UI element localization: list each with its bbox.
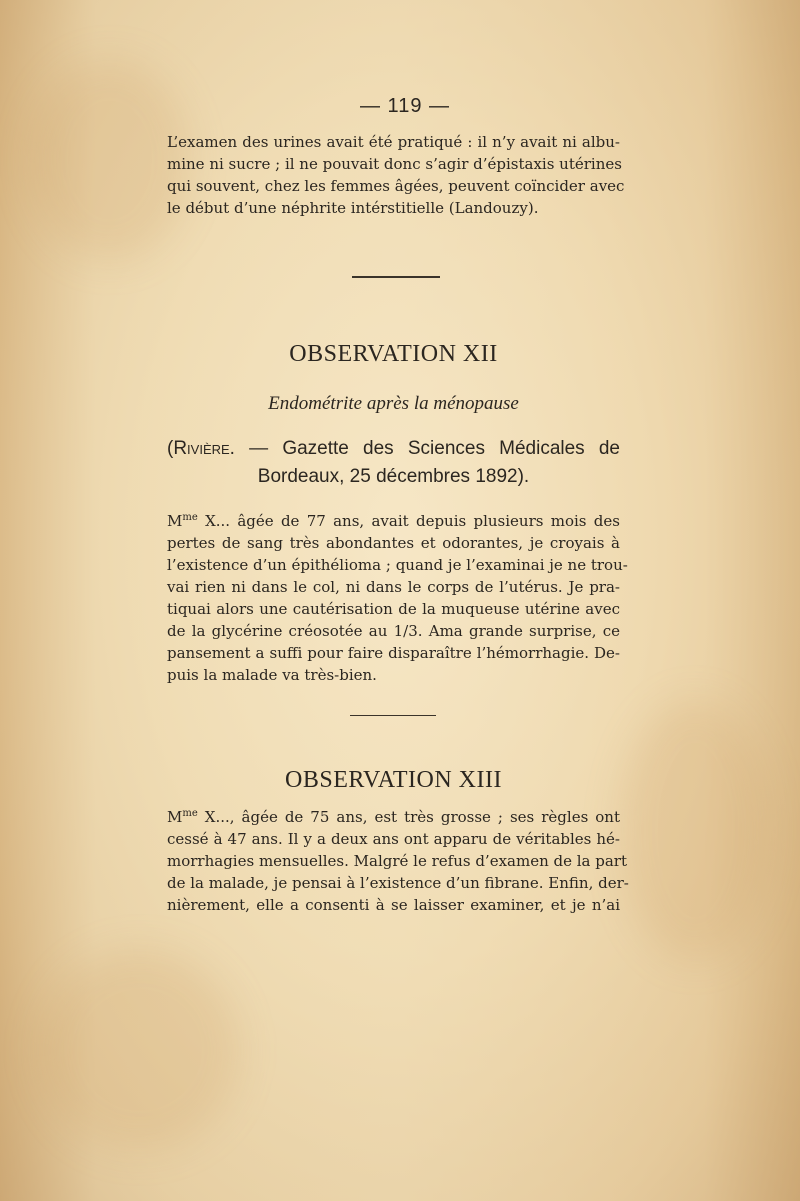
paragraph-line: de la malade, je pensai à l’existence d’un fibrane. Enfin, der-	[167, 874, 629, 892]
paragraph-line	[167, 806, 620, 828]
reference-source: — Gazette des Sciences Médicales de	[234, 438, 620, 459]
paragraph-line: pansement a suffi pour faire disparaître l’hémorrhagie. De-	[167, 644, 620, 662]
reference-line: Bordeaux, 25 décembres 1892).	[257, 466, 530, 487]
paragraph-line: le début d’une néphrite intérstitielle (Landouzy).	[167, 199, 539, 217]
paper-stain	[620, 700, 770, 960]
title-superscript: me	[182, 512, 198, 523]
paper-stain	[30, 60, 190, 260]
paragraph-line: l’existence d’un épithélioma ; quand je l’examinai je ne trou-	[167, 556, 628, 574]
reference-author: Rivière.	[173, 438, 235, 459]
page-number: — 119 —	[360, 95, 450, 117]
paragraph-line: puis la malade va très-bien.	[167, 666, 377, 684]
intro-paragraph	[167, 131, 625, 219]
paragraph-line: L’examen des urines avait été pratiqué : il n’y avait ni albu-	[167, 133, 620, 151]
paragraph-line: mine ni sucre ; il ne pouvait donc s’agir d’épistaxis utérines	[167, 155, 622, 173]
reference-open-paren: (	[167, 438, 174, 459]
paragraph-line: pertes de sang très abondantes et odorantes, je croyais à	[167, 534, 620, 552]
paragraph-line: morrhagies mensuelles. Malgré le refus d’examen de la part	[167, 852, 628, 870]
section-divider	[350, 715, 436, 716]
observation-12-body	[167, 510, 628, 686]
title-abbrev: M	[167, 512, 183, 530]
first-line-text: X..., âgée de 75 ans, est très grosse ; ses règles ont	[197, 808, 620, 826]
paragraph-line: tiquai alors une cautérisation de la muqueuse utérine avec	[167, 600, 620, 618]
paragraph-line: vai rien ni dans le col, ni dans le corps de l’utérus. Je pra-	[167, 578, 620, 596]
title-abbrev: M	[167, 808, 183, 826]
section-divider	[352, 276, 440, 278]
observation-12-heading: OBSERVATION XII	[289, 341, 498, 367]
paragraph-line: nièrement, elle a consenti à se laisser examiner, et je n’ai	[167, 896, 620, 914]
paragraph-line: de la glycérine créosotée au 1/3. Ama grande surprise, ce	[167, 622, 620, 640]
paragraph-line: qui souvent, chez les femmes âgées, peuvent coïncider avec	[167, 177, 625, 195]
paper-stain	[40, 950, 240, 1150]
reference-line	[167, 435, 620, 463]
observation-13-heading: OBSERVATION XIII	[285, 767, 502, 793]
paragraph-line: cessé à 47 ans. Il y a deux ans ont apparu de véritables hé-	[167, 830, 620, 848]
observation-13-body	[167, 806, 629, 916]
first-line-text: X... âgée de 77 ans, avait depuis plusieurs mois des	[197, 512, 620, 530]
title-superscript: me	[182, 808, 198, 819]
observation-12-reference	[167, 435, 620, 491]
observation-12-subtitle: Endométrite après la ménopause	[268, 393, 519, 414]
paragraph-line	[167, 510, 620, 532]
